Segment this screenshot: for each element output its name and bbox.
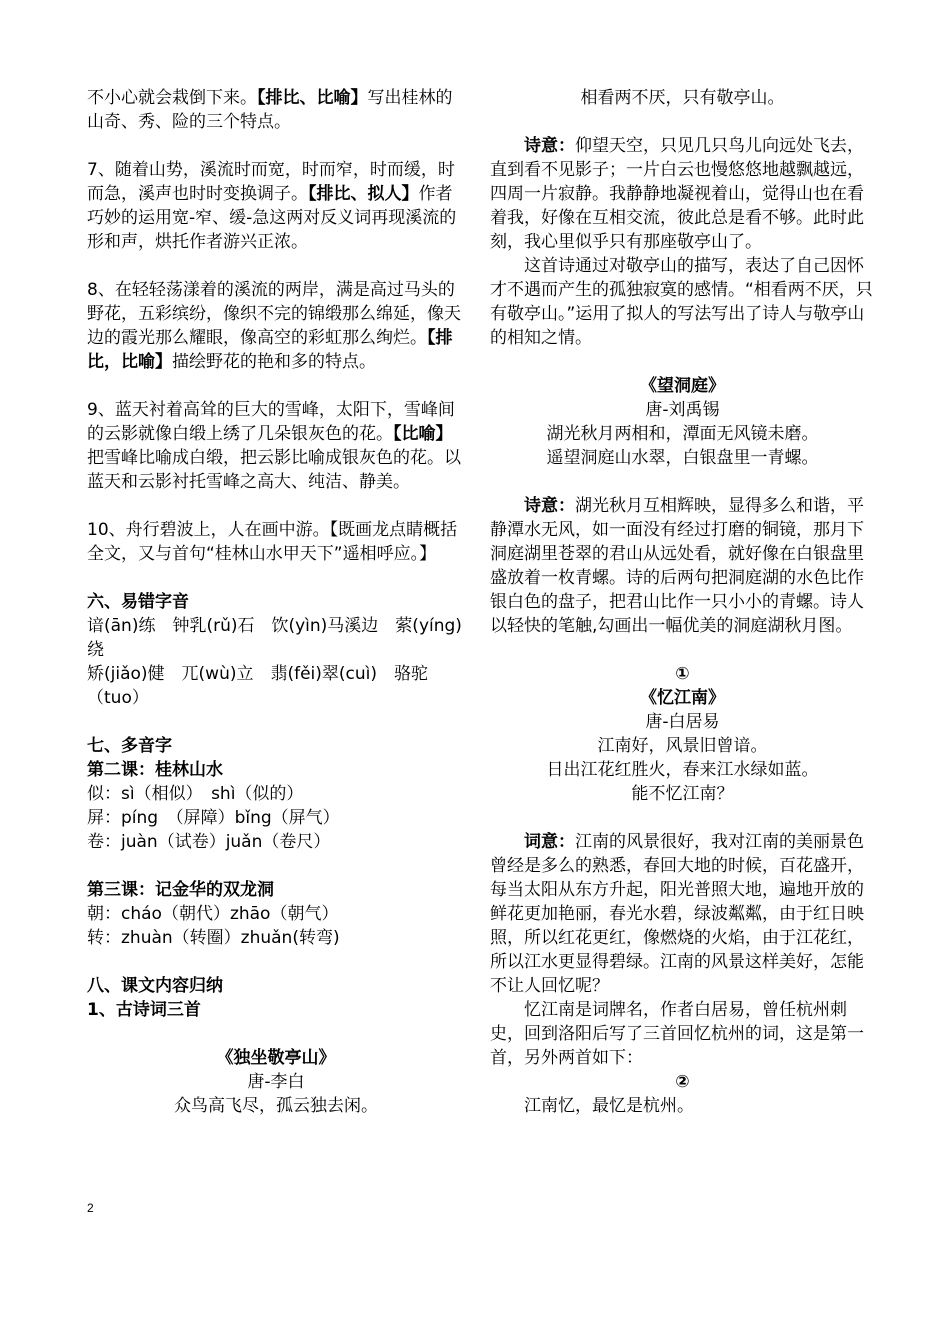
poem-4-line: 江南忆，最忆是杭州。: [524, 1096, 694, 1116]
poem-1-title: 《独坐敬亭山》: [216, 1048, 336, 1068]
polyphone-line: 屏：píng （屏障）bǐng（屏气）: [87, 808, 340, 828]
poem-1-analysis: 这首诗通过对敬亭山的描写，表达了自己因怀才不遇而产生的孤独寂寞的感情。“相看两不厌，只有敬亭山。”运用了拟人的写法写出了诗人与敬亭山的相知之情。: [490, 256, 873, 348]
page-number: 2: [87, 1201, 94, 1215]
poem-2-meaning: 诗意：湖光秋月互相辉映，显得多么和谐，平静潭水无风，如一面没有经过打磨的铜镜，那月下洞庭湖里苍翠的君山从远处看，就好像在白银盘里盛放着一枚青螺。诗的后两句把洞庭湖的水色比作银白色的盘子，把君山比作一只小小的青螺。诗人以轻快的笔触,勾画出一幅优美的洞庭湖秋月图。: [490, 496, 864, 636]
poem-1-line: 相看两不厌，只有敬亭山。: [580, 88, 785, 108]
poem-3-meaning: 词意：江南的风景很好，我对江南的美丽景色曾经是多么的熟悉，春回大地的时候，百花盛开，每当太阳从东方升起，阳光普照大地，遍地开放的鲜花更加艳丽，春光水碧，绿波粼粼，由于红日映照，所以红花更红，像燃烧的火焰，由于江花红，所以江水更显得碧绿。江南的风景这样美好，怎能不让人回忆呢？: [490, 832, 864, 996]
poem-3-title: 《忆江南》: [640, 688, 725, 708]
poem-2-line: 遥望洞庭山水翠，白银盘里一青螺。: [546, 448, 819, 468]
poem-1-line: 众鸟高飞尽，孤云独去闲。: [174, 1096, 378, 1116]
poem-2-title: 《望洞庭》: [640, 376, 725, 396]
paragraph-7: 7、随着山势，溪流时而宽，时而窄，时而缓，时而急，溪声也时时变换调子。【排比、拟人】作者巧妙的运用宽-窄、缓-急这两对反义词再现溪流的形和声，烘托作者游兴正浓。: [87, 160, 457, 252]
section-8-heading: 八、课文内容归纳: [87, 976, 223, 996]
poem-2-author: 唐-刘禹锡: [645, 400, 720, 420]
poem-3-note: 忆江南是词牌名，作者白居易，曾任杭州刺史，回到洛阳后写了三首回忆杭州的词，这是第一首，另外两首如下：: [490, 1000, 864, 1068]
poem-1-author: 唐-李白: [247, 1072, 305, 1092]
meaning-label: 诗意：: [524, 136, 575, 156]
polyphone-line: 似：sì（相似） shì（似的）: [87, 784, 304, 804]
paragraph-10: 10、舟行碧波上，人在画中游。【既画龙点睛概括全文，又与首句“桂林山水甲天下”遥相呼应。】: [87, 520, 458, 564]
poem-3-line: 江南好，风景旧曾谙。: [597, 736, 768, 756]
lesson-3-heading: 第三课：记金华的双龙洞: [87, 880, 274, 900]
section-6-heading: 六、易错字音: [87, 592, 189, 612]
poem-2-line: 湖光秋月两相和，潭面无风镜未磨。: [546, 424, 819, 444]
lesson-2-heading: 第二课：桂林山水: [87, 760, 223, 780]
pronunciation-line-1: 谙(ān)练 钟乳(rǔ)石 饮(yìn)马溪边 萦(yíng)绕: [87, 616, 462, 660]
poem-1-meaning: 诗意：仰望天空，只见几只鸟儿向远处飞去，直到看不见影子；一片白云也慢悠悠地越飘越远，四周一片寂静。我静静地凝视着山，觉得山也在看着我，好像在互相交流，彼此总是看不够。此时此刻，我心里似乎只有那座敬亭山了。: [490, 136, 864, 252]
rhetoric-tag: 【排比，比喻】: [87, 328, 453, 372]
right-column: [490, 86, 875, 1118]
section-7-heading: 七、多音字: [87, 736, 172, 756]
rhetoric-tag: 【比喻】: [393, 424, 453, 444]
meaning-label: 词意：: [524, 832, 575, 852]
pronunciation-line-2: 矫(jiǎo)健 兀(wù)立 翡(fěi)翠(cuì) 骆驼（tuo）: [87, 664, 429, 708]
section-8-subheading: 1、古诗词三首: [87, 1000, 201, 1020]
polyphone-line: 朝：cháo（朝代）zhāo（朝气）: [87, 904, 339, 924]
paragraph-guilin-continued: 不小心就会栽倒下来。【排比、比喻】写出桂林的山奇、秀、险的三个特点。: [87, 88, 453, 132]
polyphone-line: 卷：juàn（试卷）juǎn（卷尺）: [87, 832, 331, 852]
poem-3-number: ①: [675, 664, 690, 684]
paragraph-8: 8、在轻轻荡漾着的溪流的两岸，满是高过马头的野花，五彩缤纷，像织不完的锦缎那么绵延，像天边的霞光那么耀眼，像高空的彩虹那么绚烂。【排比，比喻】描绘野花的艳和多的特点。: [87, 280, 461, 372]
polyphone-line: 转：zhuàn（转圈）zhuǎn(转弯): [87, 928, 340, 948]
rhetoric-tag: 【排比、比喻】: [257, 88, 368, 108]
left-column: [87, 86, 465, 1118]
meaning-label: 诗意：: [524, 496, 575, 516]
poem-4-number: ②: [675, 1072, 690, 1092]
poem-3-line: 能不忆江南？: [631, 784, 734, 804]
poem-3-line: 日出江花红胜火，春来江水绿如蓝。: [546, 760, 819, 780]
paragraph-9: 9、蓝天衬着高耸的巨大的雪峰，太阳下，雪峰间的云影就像白缎上绣了几朵银灰色的花。【比喻】把雪峰比喻成白缎，把云影比喻成银灰色的花。以蓝天和云影衬托雪峰之高大、纯洁、静美。: [87, 400, 461, 492]
poem-3-author: 唐-白居易: [645, 712, 720, 732]
rhetoric-tag: 【排比、拟人】: [308, 184, 419, 204]
